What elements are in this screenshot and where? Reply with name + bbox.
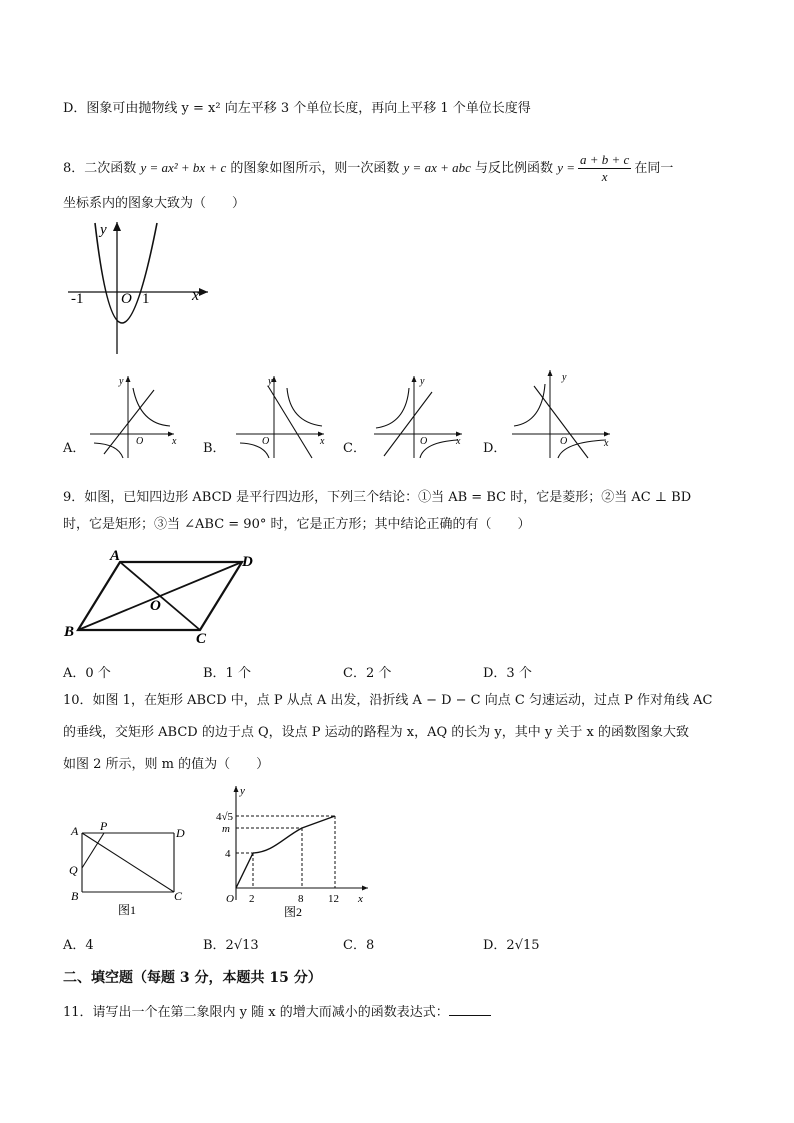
q10-fig1-label-p: P — [100, 819, 108, 833]
q10-fig2-ytick-4: 4 — [225, 848, 231, 860]
q10-fig2-xtick-8: 8 — [298, 893, 304, 905]
q8-parabola-figure — [68, 218, 218, 358]
q8-quadratic: y = ax² + bx + c — [140, 160, 227, 175]
q10-fig2-origin-label: O — [226, 893, 234, 905]
q10-figure-2 — [218, 780, 378, 922]
q8-fig-one-label: 1 — [142, 291, 150, 307]
q10-fig2-caption: 图2 — [284, 905, 303, 919]
qa-line — [104, 390, 154, 454]
qa-x-label: x — [172, 436, 177, 447]
q8-stem-line1 — [63, 146, 673, 191]
q8-fig-neg1-label: -1 — [71, 291, 84, 307]
q10-fig2-xtick-12: 12 — [328, 893, 339, 905]
q10-fig2-xtick-2: 2 — [249, 893, 255, 905]
q10-fig2-segment-1 — [236, 853, 253, 888]
q10-fig1-label-a: A — [71, 824, 79, 838]
qc-y-arrow — [412, 376, 417, 382]
q10-fig1-label-c: C — [174, 889, 183, 903]
q10-fig2-ytick-top: 4√5 — [216, 811, 234, 823]
q9-label-d: D — [242, 554, 253, 570]
qd-x-arrow — [604, 432, 610, 437]
q8-fig-x-arrow — [199, 288, 208, 296]
q8-fig-y-label: y — [100, 222, 107, 238]
q10-fig2-x-arrow — [362, 886, 368, 891]
q8-option-c-graph — [370, 372, 470, 462]
q8-text-a: 二次函数 — [84, 161, 137, 176]
q9-option-d: D．3 个 — [483, 666, 532, 681]
q9-stem-line2: 时，它是矩形；③当 ∠ABC = 90° 时，它是正方形；其中结论正确的有（ ） — [63, 517, 531, 532]
q8-option-a-graph — [86, 372, 186, 462]
q9-option-a: A．0 个 — [63, 666, 111, 681]
q10-fig2-curve — [253, 828, 302, 853]
q8-option-c-label: C． — [343, 441, 366, 456]
q10-fig1-perpendicular — [82, 833, 104, 868]
q9-option-b: B．1 个 — [203, 666, 251, 681]
q10-stem-line3: 如图 2 所示，则 m 的值为（ ） — [63, 757, 270, 772]
q8-fig-origin-label: O — [121, 291, 132, 307]
qd-line — [534, 386, 588, 458]
qa-origin-label: O — [136, 436, 144, 447]
q10-option-a: A．4 — [63, 938, 94, 953]
q11-answer-blank[interactable] — [449, 1002, 491, 1016]
qc-y-label: y — [420, 376, 425, 387]
q8-fig-y-arrow — [113, 222, 121, 231]
qb-hyperbola-upper — [287, 388, 322, 426]
q8-fig-x-label: x — [192, 287, 200, 304]
qd-y-label: y — [562, 372, 567, 383]
q7-option-d: D．图象可由抛物线 y = x² 向左平移 3 个单位长度，再向上平移 1 个单位长度得 — [63, 101, 531, 116]
q8-fraction-denominator: x — [601, 169, 608, 184]
q11-stem — [63, 1002, 491, 1022]
q10-fig1-label-d: D — [176, 826, 185, 840]
qc-x-label: x — [456, 436, 461, 447]
qd-origin-label: O — [560, 436, 568, 447]
q8-linear: y = ax + abc — [403, 160, 471, 175]
q10-fig2-segment-3 — [302, 816, 335, 828]
q10-fig2-ytick-m: m — [222, 823, 230, 835]
qb-y-label: y — [268, 376, 273, 387]
q8-option-a-label: A． — [63, 441, 86, 456]
qa-y-arrow — [126, 376, 131, 382]
q9-stem-line1: 9．如图，已知四边形 ABCD 是平行四边形，下列三个结论：①当 AB = BC 时，它是菱形；②当 AC ⊥ BD — [63, 490, 692, 505]
section-2-heading: 二、填空题（每题 3 分，本题共 15 分） — [63, 970, 322, 986]
qd-hyperbola-upper — [514, 384, 545, 426]
q8-stem-line2: 坐标系内的图象大致为（ ） — [63, 196, 246, 211]
q8-option-b-label: B． — [203, 441, 226, 456]
q8-option-d-graph — [508, 366, 618, 462]
q8-inverse-fraction — [578, 152, 631, 185]
q9-option-c: C．2 个 — [343, 666, 392, 681]
q10-option-d: D．2√15 — [483, 938, 540, 953]
qa-hyperbola-lower — [94, 443, 123, 458]
q9-parallelogram-figure — [60, 548, 270, 648]
q8-fraction-numerator: a + b + c — [579, 152, 630, 167]
q10-figure-1 — [66, 820, 196, 916]
q9-label-b: B — [64, 624, 75, 640]
qb-origin-label: O — [262, 436, 270, 447]
q9-label-a: A — [110, 548, 121, 564]
q10-fig1-caption: 图1 — [118, 903, 137, 917]
qd-y-arrow — [548, 370, 553, 376]
q8-option-b-graph — [232, 372, 332, 462]
qb-line — [268, 386, 312, 458]
q11-text: 11．请写出一个在第二象限内 y 随 x 的增大而减小的函数表达式： — [63, 1005, 449, 1020]
q10-fig2-y-label: y — [240, 785, 245, 797]
q8-fig-parabola — [95, 223, 157, 323]
qa-y-label: y — [119, 376, 124, 387]
q8-number: 8． — [63, 161, 85, 176]
q10-fig2-y-arrow — [234, 786, 239, 792]
q9-label-o: O — [150, 598, 161, 614]
q10-option-b: B．2√13 — [203, 938, 259, 953]
q10-fig2-x-label: x — [358, 893, 363, 905]
q8-text-d: 在同一 — [634, 161, 674, 176]
q10-fig1-diagonal-ac — [82, 833, 174, 892]
q8-text-b: 的图象如图所示，则一次函数 — [230, 161, 400, 176]
qc-hyperbola-upper — [376, 388, 409, 428]
q8-inverse-lhs: y = — [557, 160, 575, 175]
q10-fig1-label-b: B — [71, 889, 79, 903]
q10-fig1-label-q: Q — [69, 863, 78, 877]
q10-stem-line2: 的垂线，交矩形 ABCD 的边于点 Q，设点 P 运动的路程为 x，AQ 的长为 y，其中 y 关于 x 的函数图象大致 — [63, 725, 689, 740]
qd-x-label: x — [604, 438, 609, 449]
q9-label-c: C — [196, 631, 207, 647]
qb-x-label: x — [320, 436, 325, 447]
q8-text-c: 与反比例函数 — [475, 161, 554, 176]
q10-stem-line1: 10．如图 1，在矩形 ABCD 中，点 P 从点 A 出发，沿折线 A − D − C 向点 C 匀速运动，过点 P 作对角线 AC — [63, 693, 713, 708]
q10-option-c: C．8 — [343, 938, 375, 953]
qc-origin-label: O — [420, 436, 428, 447]
q9-diagonal-bd — [78, 562, 242, 630]
q8-option-d-label: D． — [483, 441, 507, 456]
